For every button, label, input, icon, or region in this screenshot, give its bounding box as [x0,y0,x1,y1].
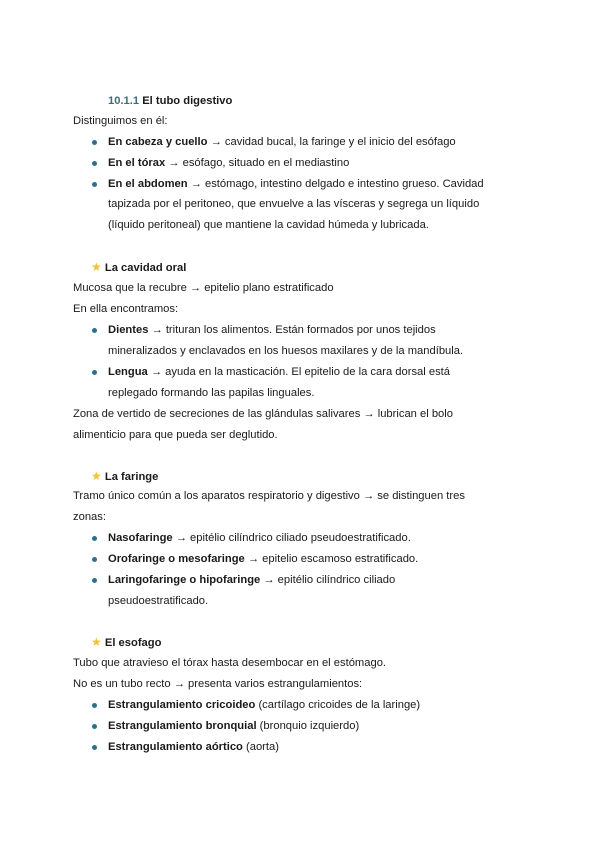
list-item: Lengua → ayuda en la masticación. El epitelio de la cara dorsal está [108,366,451,378]
star-icon: ★ [91,260,102,274]
subsection-title: El esofago [104,637,162,649]
section-number: 10.1.1 [108,95,140,107]
bullet-icon [92,557,97,562]
paragraph: Tramo único común a los aparatos respiratorio y digestivo → se distinguen tres [73,490,465,502]
list-item: Laringofaringe o hipofaringe → epitélio cilíndrico ciliado [108,574,396,586]
list-item: En cabeza y cuello → cavidad bucal, la faringe y el inicio del esófago [108,136,456,148]
list-item: Estrangulamiento bronquial (bronquio izquierdo) [108,720,360,732]
section-title: El tubo digestivo [142,95,233,107]
subsection-title: La faringe [104,471,159,483]
bullet-icon [92,182,97,187]
list-item: Orofaringe o mesofaringe → epitelio escamoso estratificado. [108,553,419,565]
star-icon: ★ [91,469,102,483]
bullet-icon [92,328,97,333]
bullet-icon [92,745,97,750]
list-item: Nasofaringe → epitélio cilíndrico ciliado pseudoestratificado. [108,532,411,544]
bullet-icon [92,536,97,541]
bullet-icon [92,703,97,708]
section-heading [108,94,232,108]
subsection-title: La cavidad oral [104,262,187,274]
list-item: En el abdomen → estómago, intestino delgado e intestino grueso. Cavidad [108,178,484,190]
list-item: En el tórax → esófago, situado en el mediastino [108,157,350,169]
bullet-icon [92,578,97,583]
list-item-continuation: pseudoestratificado. [108,595,209,607]
paragraph: Zona de vertido de secreciones de las glándulas salivares → lubrican el bolo [73,408,453,420]
paragraph: Tubo que atravieso el tórax hasta desembocar en el estómago. [73,657,387,669]
bullet-icon [92,724,97,729]
paragraph: En ella encontramos: [73,303,179,315]
list-item-continuation: (líquido peritoneal) que mantiene la cavidad húmeda y lubricada. [108,219,429,231]
bullet-icon [92,140,97,145]
paragraph: Mucosa que la recubre → epitelio plano estratificado [73,282,334,294]
bullet-icon [92,370,97,375]
list-item-continuation: replegado formando las papilas linguales. [108,387,315,399]
paragraph: zonas: [73,511,106,523]
bullet-icon [92,161,97,166]
list-item-continuation: mineralizados y enclavados en los huesos maxilares y de la mandíbula. [108,345,464,357]
list-item: Estrangulamiento cricoideo (cartílago cricoides de la laringe) [108,699,421,711]
paragraph: alimenticio para que pueda ser deglutido. [73,429,278,441]
list-item: Dientes → trituran los alimentos. Están formados por unos tejidos [108,324,436,336]
subsection-heading [91,260,186,275]
subsection-heading [91,469,158,484]
list-item-continuation: tapizada por el peritoneo, que envuelve a las vísceras y segrega un líquido [108,198,480,210]
list-item: Estrangulamiento aórtico (aorta) [108,741,279,753]
intro-paragraph: Distinguimos en él: [73,115,168,127]
paragraph: No es un tubo recto → presenta varios estrangulamientos: [73,678,363,690]
star-icon: ★ [91,635,102,649]
subsection-heading [91,635,161,650]
